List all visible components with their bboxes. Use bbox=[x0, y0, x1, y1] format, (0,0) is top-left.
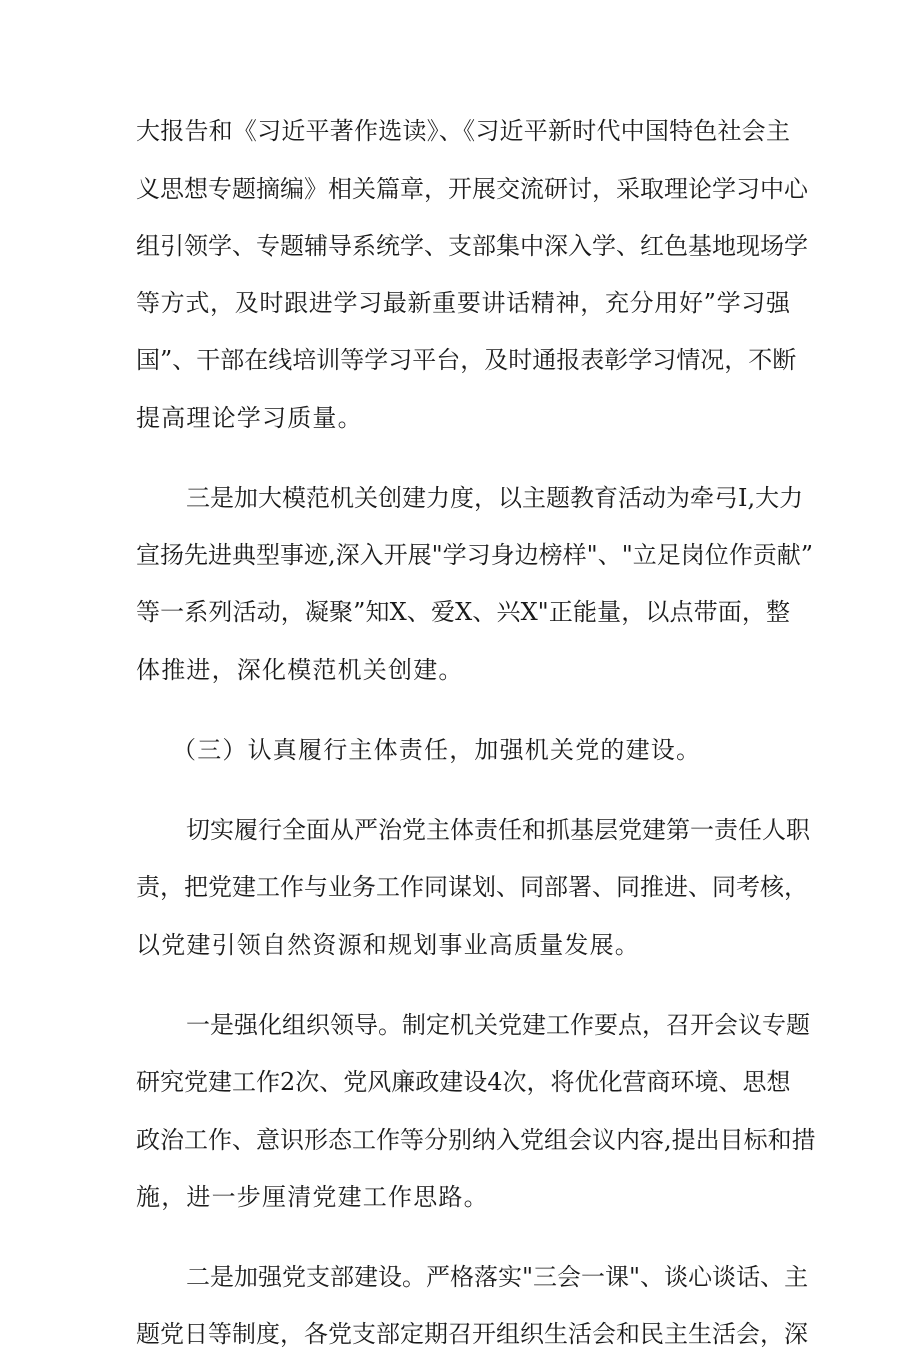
text-line: 体推进，深化模范机关创建。 bbox=[136, 656, 464, 684]
text-line: 题党日等制度，各党支部定期召开组织生活会和民主生活会，深 bbox=[136, 1320, 808, 1348]
text-line: 大报告和《习近平著作选读》、《习近平新时代中国特色社会主 bbox=[136, 117, 790, 145]
text-line: 组引领学、专题辅导系统学、支部集中深入学、红色基地现场学 bbox=[136, 232, 808, 260]
paragraph-first-line: 一是强化组织领导。制定机关党建工作要点，召开会议专题 bbox=[186, 1011, 810, 1039]
text-line: 责，把党建工作与业务工作同谋划、同部署、同推进、同考核， bbox=[136, 873, 808, 901]
text-line: 宣扬先进典型事迹,深入开展"学习身边榜样"、"立足岗位作贡献” bbox=[136, 541, 814, 569]
text-line: 施，进一步厘清党建工作思路。 bbox=[136, 1183, 489, 1211]
text-line: 国”、干部在线培训等学习平台，及时通报表彰学习情况，不断 bbox=[136, 346, 797, 374]
paragraph-first-line: 切实履行全面从严治党主体责任和抓基层党建第一责任人职 bbox=[186, 816, 810, 844]
text-line: 等方式，及时跟进学习最新重要讲话精神，充分用好”学习强 bbox=[136, 289, 790, 317]
text-line: 提高理论学习质量。 bbox=[136, 404, 363, 432]
section-heading: （三）认真履行主体责任，加强机关党的建设。 bbox=[172, 736, 702, 764]
text-line: 义思想专题摘编》相关篇章，开展交流研讨，采取理论学习中心 bbox=[136, 175, 808, 203]
text-line: 等一系列活动，凝聚”知X、爱X、兴X"正能量，以点带面，整 bbox=[136, 598, 790, 626]
text-line: 政治工作、意识形态工作等分别纳入党组会议内容,提出目标和措 bbox=[136, 1126, 816, 1154]
paragraph-first-line: 三是加大模范机关创建力度，以主题教育活动为牵弓I,大力 bbox=[186, 484, 804, 512]
text-line: 研究党建工作2次、党风廉政建设4次，将优化营商环境、思想 bbox=[136, 1068, 791, 1096]
paragraph-first-line: 二是加强党支部建设。严格落实"三会一课"、谈心谈话、主 bbox=[186, 1263, 809, 1291]
text-line: 以党建引领自然资源和规划事业高质量发展。 bbox=[136, 931, 640, 959]
